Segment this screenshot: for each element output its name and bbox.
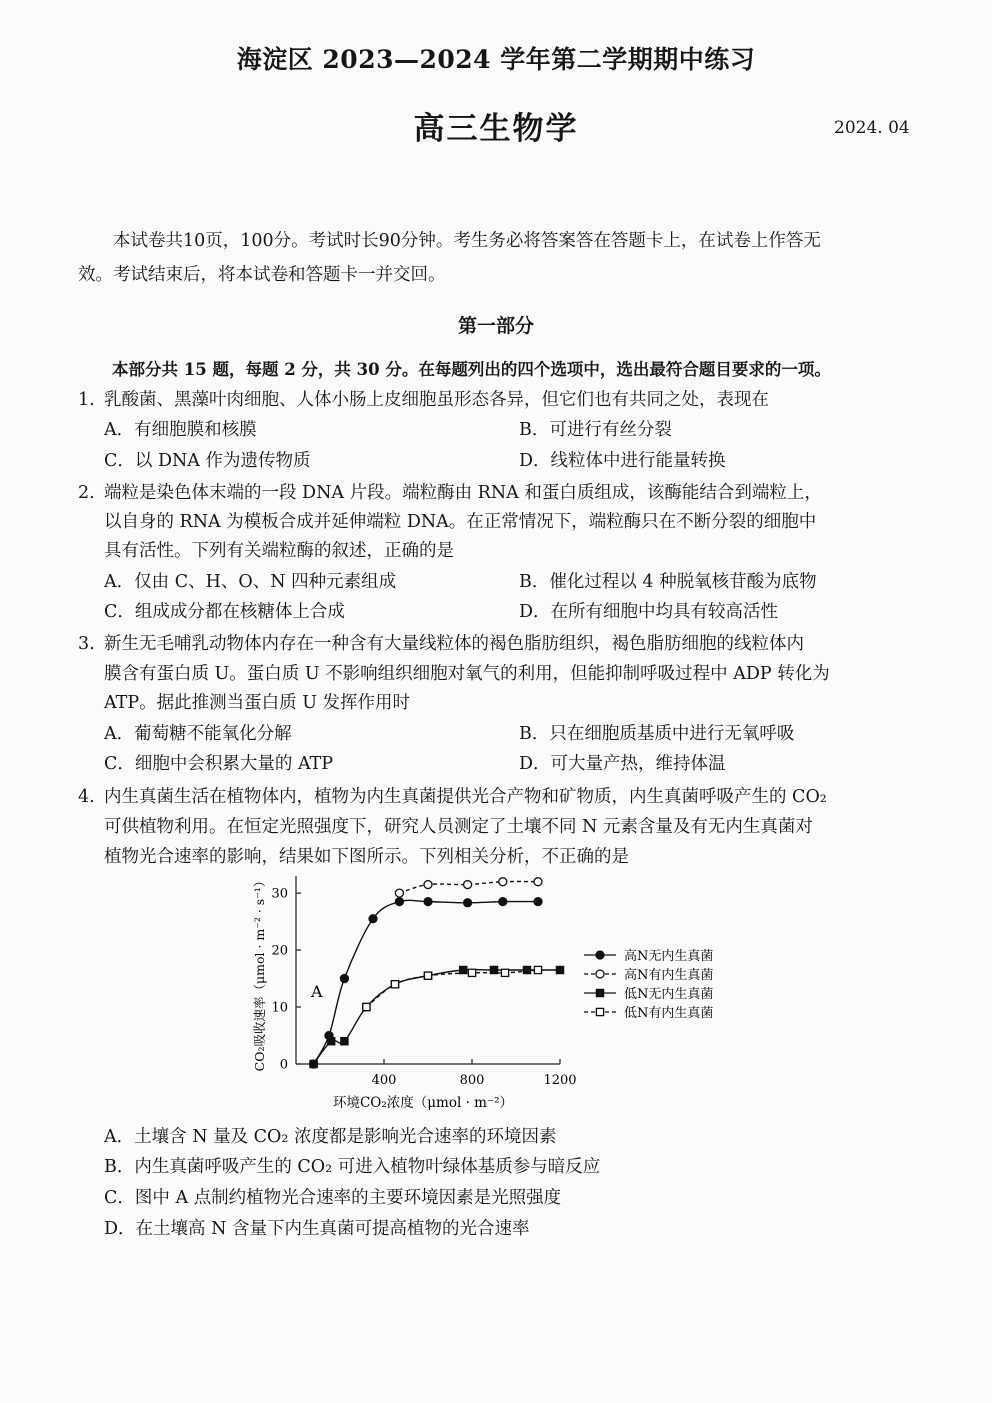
exam-date: 2024. 04 <box>834 118 910 138</box>
series-line-3 <box>314 970 560 1064</box>
question-4-stem-line-1: 内生真菌生活在植物体内，植物为内生真菌提供光合产物和矿物质，内生真菌呼吸产生的 CO₂ <box>104 787 827 807</box>
legend-marker <box>596 1008 603 1015</box>
legend-marker <box>596 951 604 959</box>
q2-option-d: D．在所有细胞中均具有较高活性 <box>519 602 779 622</box>
legend-marker <box>596 989 603 996</box>
q2-option-a: A．仅由 C、H、O、N 四种元素组成 <box>104 572 397 592</box>
x-axis-label: 环境CO₂浓度（μmol · m⁻²） <box>332 1095 514 1111</box>
legend-marker <box>596 970 604 978</box>
y-tick-label: 30 <box>271 886 288 902</box>
subject-title: 高三生物学 <box>413 111 579 147</box>
part-title: 第一部分 <box>457 315 534 337</box>
q3-option-b: B．只在细胞质基质中进行无氧呼吸 <box>519 724 795 744</box>
q4-option-c: C．图中 A 点制约植物光合速率的主要环境因素是光照强度 <box>104 1188 562 1208</box>
instructions-line-2: 效。考试结束后，将本试卷和答题卡一并交回。 <box>78 265 446 285</box>
question-2-stem-line-2: 以自身的 RNA 为模板合成并延伸端粒 DNA。在正常情况下，端粒酶只在不断分裂的细胞中 <box>104 512 817 532</box>
series-3-point <box>310 1060 317 1067</box>
question-4-stem-line-2: 可供植物利用。在恒定光照强度下，研究人员测定了土壤不同 N 元素含量及有无内生真菌对 <box>104 817 813 837</box>
question-3-stem-line-2: 膜含有蛋白质 U。蛋白质 U 不影响组织细胞对氧气的利用，但能抑制呼吸过程中 ADP 转化为 <box>104 664 830 684</box>
series-line-4 <box>366 970 538 1007</box>
instructions-line-1: 本试卷共10页，100分。考试时长90分钟。考生务必将答案答在答题卡上，在试卷上作答无 <box>113 231 821 251</box>
series-4-point <box>534 966 541 973</box>
question-2-stem-line-3: 具有活性。下列有关端粒酶的叙述，正确的是 <box>104 541 454 561</box>
series-3-point <box>460 966 467 973</box>
question-2-number: 2. <box>78 483 95 503</box>
q1-option-c: C．以 DNA 作为遗传物质 <box>104 451 311 471</box>
x-tick-label: 1200 <box>543 1073 577 1088</box>
y-axis-label: CO₂吸收速率（μmol · m⁻² · s⁻¹） <box>252 874 267 1072</box>
series-3-point <box>523 966 530 973</box>
question-4-number: 4. <box>78 787 95 807</box>
q4-option-a: A．土壤含 N 量及 CO₂ 浓度都是影响光合速率的环境因素 <box>104 1127 557 1147</box>
question-4-stem-line-3: 植物光合速率的影响，结果如下图所示。下列相关分析，不正确的是 <box>104 847 629 867</box>
series-1-point <box>464 899 472 907</box>
q2-option-b: B．催化过程以 4 种脱氧核苷酸为底物 <box>519 572 817 592</box>
series-1-point <box>395 898 403 906</box>
series-1-point <box>340 975 348 983</box>
question-2-stem-line-1: 端粒是染色体末端的一段 DNA 片段。端粒酶由 RNA 和蛋白质组成，该酶能结合到端粒上， <box>104 483 822 503</box>
exam-title: 海淀区 2023—2024 学年第二学期期中练习 <box>236 45 756 74</box>
q1-option-b: B．可进行有丝分裂 <box>519 420 672 440</box>
chart-legend <box>584 948 713 1021</box>
series-2-point <box>424 881 432 889</box>
photosynthesis-chart <box>240 870 760 1125</box>
question-3-stem-line-3: ATP。据此推测当蛋白质 U 发挥作用时 <box>104 693 411 713</box>
legend-label: 高N有内生真菌 <box>624 968 714 983</box>
q3-option-d: D．可大量产热，维持体温 <box>519 754 726 774</box>
q3-option-c: C．细胞中会积累大量的 ATP <box>104 754 334 774</box>
y-tick-label: 20 <box>271 943 288 959</box>
question-3-number: 3. <box>78 634 95 654</box>
question-3-stem-line-1: 新生无毛哺乳动物体内存在一种含有大量线粒体的褐色脂肪组织，褐色脂肪细胞的线粒体内 <box>104 634 804 654</box>
q4-option-d: D．在土壤高 N 含量下内生真菌可提高植物的光合速率 <box>104 1219 530 1239</box>
series-4-point <box>424 972 431 979</box>
series-1-point <box>499 898 507 906</box>
point-a-annotation: A <box>311 982 323 1001</box>
series-1-point <box>534 898 542 906</box>
series-4-point <box>501 969 508 976</box>
question-1-number: 1. <box>78 390 95 410</box>
series-1-point <box>369 915 377 923</box>
series-2-point <box>534 878 542 886</box>
question-1-stem: 乳酸菌、黑藻叶肉细胞、人体小肠上皮细胞虽形态各异，但它们也有共同之处，表现在 <box>104 390 769 410</box>
series-3-point <box>556 966 563 973</box>
q1-option-a: A．有细胞膜和核膜 <box>104 420 257 440</box>
series-1-point <box>424 898 432 906</box>
q3-option-a: A．葡萄糖不能氧化分解 <box>104 724 292 744</box>
x-tick-label: 400 <box>371 1073 397 1088</box>
series-3-point <box>341 1038 348 1045</box>
series-2-point <box>499 878 507 886</box>
series-4-point <box>391 981 398 988</box>
y-tick-label: 0 <box>279 1057 288 1073</box>
legend-label: 高N无内生真菌 <box>624 949 714 964</box>
q1-option-d: D．线粒体中进行能量转换 <box>519 451 726 471</box>
q4-option-b: B．内生真菌呼吸产生的 CO₂ 可进入植物叶绿体基质参与暗反应 <box>104 1157 601 1177</box>
series-3-point <box>328 1038 335 1045</box>
part-intro: 本部分共 15 题，每题 2 分，共 30 分。在每题列出的四个选项中，选出最符合题目要求的一项。 <box>112 360 831 379</box>
series-3-point <box>490 966 497 973</box>
y-tick-label: 10 <box>271 1000 288 1016</box>
series-2-point <box>395 889 403 897</box>
series-4-point <box>468 969 475 976</box>
q2-option-c: C．组成成分都在核糖体上合成 <box>104 602 345 622</box>
x-tick-label: 800 <box>459 1073 485 1088</box>
series-4-point <box>363 1003 370 1010</box>
legend-label: 低N有内生真菌 <box>624 1006 714 1021</box>
series-2-point <box>464 881 472 889</box>
legend-label: 低N无内生真菌 <box>624 987 714 1002</box>
